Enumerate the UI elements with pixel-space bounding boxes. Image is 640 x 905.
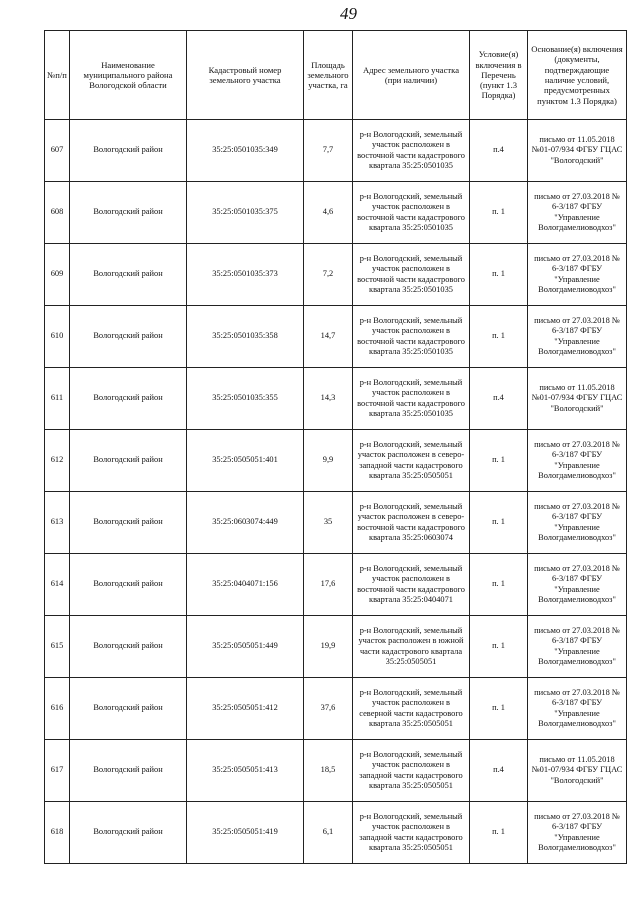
row-number: 608 bbox=[45, 182, 70, 244]
condition-cell: п. 1 bbox=[470, 244, 528, 306]
address-cell: р-н Вологодский, земельный участок расположен в северо-восточной части кадастрового квартала 35:25:0603074 bbox=[353, 492, 470, 554]
area-cell: 6,1 bbox=[304, 802, 353, 864]
district-cell: Вологодский район bbox=[70, 740, 187, 802]
cadastral-number-cell: 35:25:0505051:419 bbox=[187, 802, 304, 864]
condition-cell: п. 1 bbox=[470, 430, 528, 492]
area-cell: 18,5 bbox=[304, 740, 353, 802]
address-cell: р-н Вологодский, земельный участок расположен в северной части кадастрового квартала 35:25:0505051 bbox=[353, 678, 470, 740]
district-cell: Вологодский район bbox=[70, 554, 187, 616]
district-cell: Вологодский район bbox=[70, 368, 187, 430]
district-cell: Вологодский район bbox=[70, 678, 187, 740]
condition-cell: п. 1 bbox=[470, 492, 528, 554]
area-cell: 14,3 bbox=[304, 368, 353, 430]
basis-cell: письмо от 27.03.2018 № 6-3/187 ФГБУ "Управление Вологдамелиоводхоз" bbox=[528, 492, 627, 554]
cadastral-number-cell: 35:25:0501035:373 bbox=[187, 244, 304, 306]
basis-cell: письмо от 27.03.2018 № 6-3/187 ФГБУ "Управление Вологдамелиоводхоз" bbox=[528, 802, 627, 864]
basis-cell: письмо от 27.03.2018 № 6-3/187 ФГБУ "Управление Вологдамелиоводхоз" bbox=[528, 182, 627, 244]
row-number: 610 bbox=[45, 306, 70, 368]
table-row bbox=[45, 430, 627, 492]
table-row bbox=[45, 244, 627, 306]
header-district: Наименование муниципального района Вологодской области bbox=[70, 31, 187, 120]
area-cell: 7,7 bbox=[304, 120, 353, 182]
condition-cell: п.4 bbox=[470, 368, 528, 430]
land-plots-table bbox=[44, 30, 627, 864]
cadastral-number-cell: 35:25:0603074:449 bbox=[187, 492, 304, 554]
row-number: 609 bbox=[45, 244, 70, 306]
address-cell: р-н Вологодский, земельный участок расположен в восточной части кадастрового квартала 35:25:0501035 bbox=[353, 182, 470, 244]
condition-cell: п.4 bbox=[470, 740, 528, 802]
row-number: 607 bbox=[45, 120, 70, 182]
basis-cell: письмо от 27.03.2018 № 6-3/187 ФГБУ "Управление Вологдамелиоводхоз" bbox=[528, 244, 627, 306]
header-area: Площадь земельного участка, га bbox=[304, 31, 353, 120]
table-row bbox=[45, 182, 627, 244]
address-cell: р-н Вологодский, земельный участок расположен в восточной части кадастрового квартала 35:25:0404071 bbox=[353, 554, 470, 616]
basis-cell: письмо от 27.03.2018 № 6-3/187 ФГБУ "Управление Вологдамелиоводхоз" bbox=[528, 616, 627, 678]
row-number: 616 bbox=[45, 678, 70, 740]
district-cell: Вологодский район bbox=[70, 492, 187, 554]
area-cell: 17,6 bbox=[304, 554, 353, 616]
row-number: 611 bbox=[45, 368, 70, 430]
address-cell: р-н Вологодский, земельный участок расположен в восточной части кадастрового квартала 35:25:0501035 bbox=[353, 368, 470, 430]
district-cell: Вологодский район bbox=[70, 616, 187, 678]
table-row bbox=[45, 554, 627, 616]
condition-cell: п.4 bbox=[470, 120, 528, 182]
table-header bbox=[45, 31, 627, 120]
table-row bbox=[45, 616, 627, 678]
district-cell: Вологодский район bbox=[70, 182, 187, 244]
condition-cell: п. 1 bbox=[470, 306, 528, 368]
table-body bbox=[45, 120, 627, 864]
row-number: 618 bbox=[45, 802, 70, 864]
row-number: 613 bbox=[45, 492, 70, 554]
table-row bbox=[45, 740, 627, 802]
district-cell: Вологодский район bbox=[70, 430, 187, 492]
row-number: 614 bbox=[45, 554, 70, 616]
row-number: 612 bbox=[45, 430, 70, 492]
address-cell: р-н Вологодский, земельный участок расположен в южной части кадастрового квартала 35:25:0505051 bbox=[353, 616, 470, 678]
area-cell: 35 bbox=[304, 492, 353, 554]
table-row bbox=[45, 492, 627, 554]
basis-cell: письмо от 11.05.2018 №01-07/934 ФГБУ ГЦАС "Вологодский" bbox=[528, 740, 627, 802]
table-row bbox=[45, 306, 627, 368]
table-row bbox=[45, 368, 627, 430]
cadastral-number-cell: 35:25:0501035:349 bbox=[187, 120, 304, 182]
basis-cell: письмо от 11.05.2018 №01-07/934 ФГБУ ГЦАС "Вологодский" bbox=[528, 368, 627, 430]
table-row bbox=[45, 802, 627, 864]
basis-cell: письмо от 27.03.2018 № 6-3/187 ФГБУ "Управление Вологдамелиоводхоз" bbox=[528, 554, 627, 616]
condition-cell: п. 1 bbox=[470, 616, 528, 678]
condition-cell: п. 1 bbox=[470, 802, 528, 864]
district-cell: Вологодский район bbox=[70, 802, 187, 864]
header-address: Адрес земельного участка (при наличии) bbox=[353, 31, 470, 120]
condition-cell: п. 1 bbox=[470, 554, 528, 616]
cadastral-number-cell: 35:25:0404071:156 bbox=[187, 554, 304, 616]
address-cell: р-н Вологодский, земельный участок расположен в западной части кадастрового квартала 35:25:0505051 bbox=[353, 802, 470, 864]
cadastral-number-cell: 35:25:0505051:413 bbox=[187, 740, 304, 802]
table-row bbox=[45, 678, 627, 740]
area-cell: 19,9 bbox=[304, 616, 353, 678]
header-row bbox=[45, 31, 627, 120]
district-cell: Вологодский район bbox=[70, 120, 187, 182]
header-cadastral: Кадастровый номер земельного участка bbox=[187, 31, 304, 120]
basis-cell: письмо от 11.05.2018 №01-07/934 ФГБУ ГЦАС "Вологодский" bbox=[528, 120, 627, 182]
basis-cell: письмо от 27.03.2018 № 6-3/187 ФГБУ "Управление Вологдамелиоводхоз" bbox=[528, 306, 627, 368]
address-cell: р-н Вологодский, земельный участок расположен в западной части кадастрового квартала 35:25:0505051 bbox=[353, 740, 470, 802]
basis-cell: письмо от 27.03.2018 № 6-3/187 ФГБУ "Управление Вологдамелиоводхоз" bbox=[528, 430, 627, 492]
area-cell: 7,2 bbox=[304, 244, 353, 306]
header-condition: Условие(я) включения в Перечень (пункт 1.3 Порядка) bbox=[470, 31, 528, 120]
district-cell: Вологодский район bbox=[70, 244, 187, 306]
area-cell: 4,6 bbox=[304, 182, 353, 244]
header-number: №п/п bbox=[45, 31, 70, 120]
area-cell: 14,7 bbox=[304, 306, 353, 368]
area-cell: 9,9 bbox=[304, 430, 353, 492]
row-number: 617 bbox=[45, 740, 70, 802]
page-number: 49 bbox=[340, 4, 357, 23]
cadastral-number-cell: 35:25:0501035:355 bbox=[187, 368, 304, 430]
row-number: 615 bbox=[45, 616, 70, 678]
address-cell: р-н Вологодский, земельный участок расположен в северо-западной части кадастрового квартала 35:25:0505051 bbox=[353, 430, 470, 492]
table-row bbox=[45, 120, 627, 182]
basis-cell: письмо от 27.03.2018 № 6-3/187 ФГБУ "Управление Вологдамелиоводхоз" bbox=[528, 678, 627, 740]
district-cell: Вологодский район bbox=[70, 306, 187, 368]
cadastral-number-cell: 35:25:0505051:401 bbox=[187, 430, 304, 492]
address-cell: р-н Вологодский, земельный участок расположен в восточной части кадастрового квартала 35:25:0501035 bbox=[353, 120, 470, 182]
address-cell: р-н Вологодский, земельный участок расположен в восточной части кадастрового квартала 35:25:0501035 bbox=[353, 306, 470, 368]
cadastral-number-cell: 35:25:0501035:358 bbox=[187, 306, 304, 368]
cadastral-number-cell: 35:25:0505051:449 bbox=[187, 616, 304, 678]
cadastral-number-cell: 35:25:0501035:375 bbox=[187, 182, 304, 244]
condition-cell: п. 1 bbox=[470, 678, 528, 740]
cadastral-number-cell: 35:25:0505051:412 bbox=[187, 678, 304, 740]
address-cell: р-н Вологодский, земельный участок расположен в восточной части кадастрового квартала 35:25:0501035 bbox=[353, 244, 470, 306]
condition-cell: п. 1 bbox=[470, 182, 528, 244]
area-cell: 37,6 bbox=[304, 678, 353, 740]
header-basis: Основание(я) включения (документы, подтверждающие наличие условий, предусмотренных пунктом 1.3 Порядка) bbox=[528, 31, 627, 120]
